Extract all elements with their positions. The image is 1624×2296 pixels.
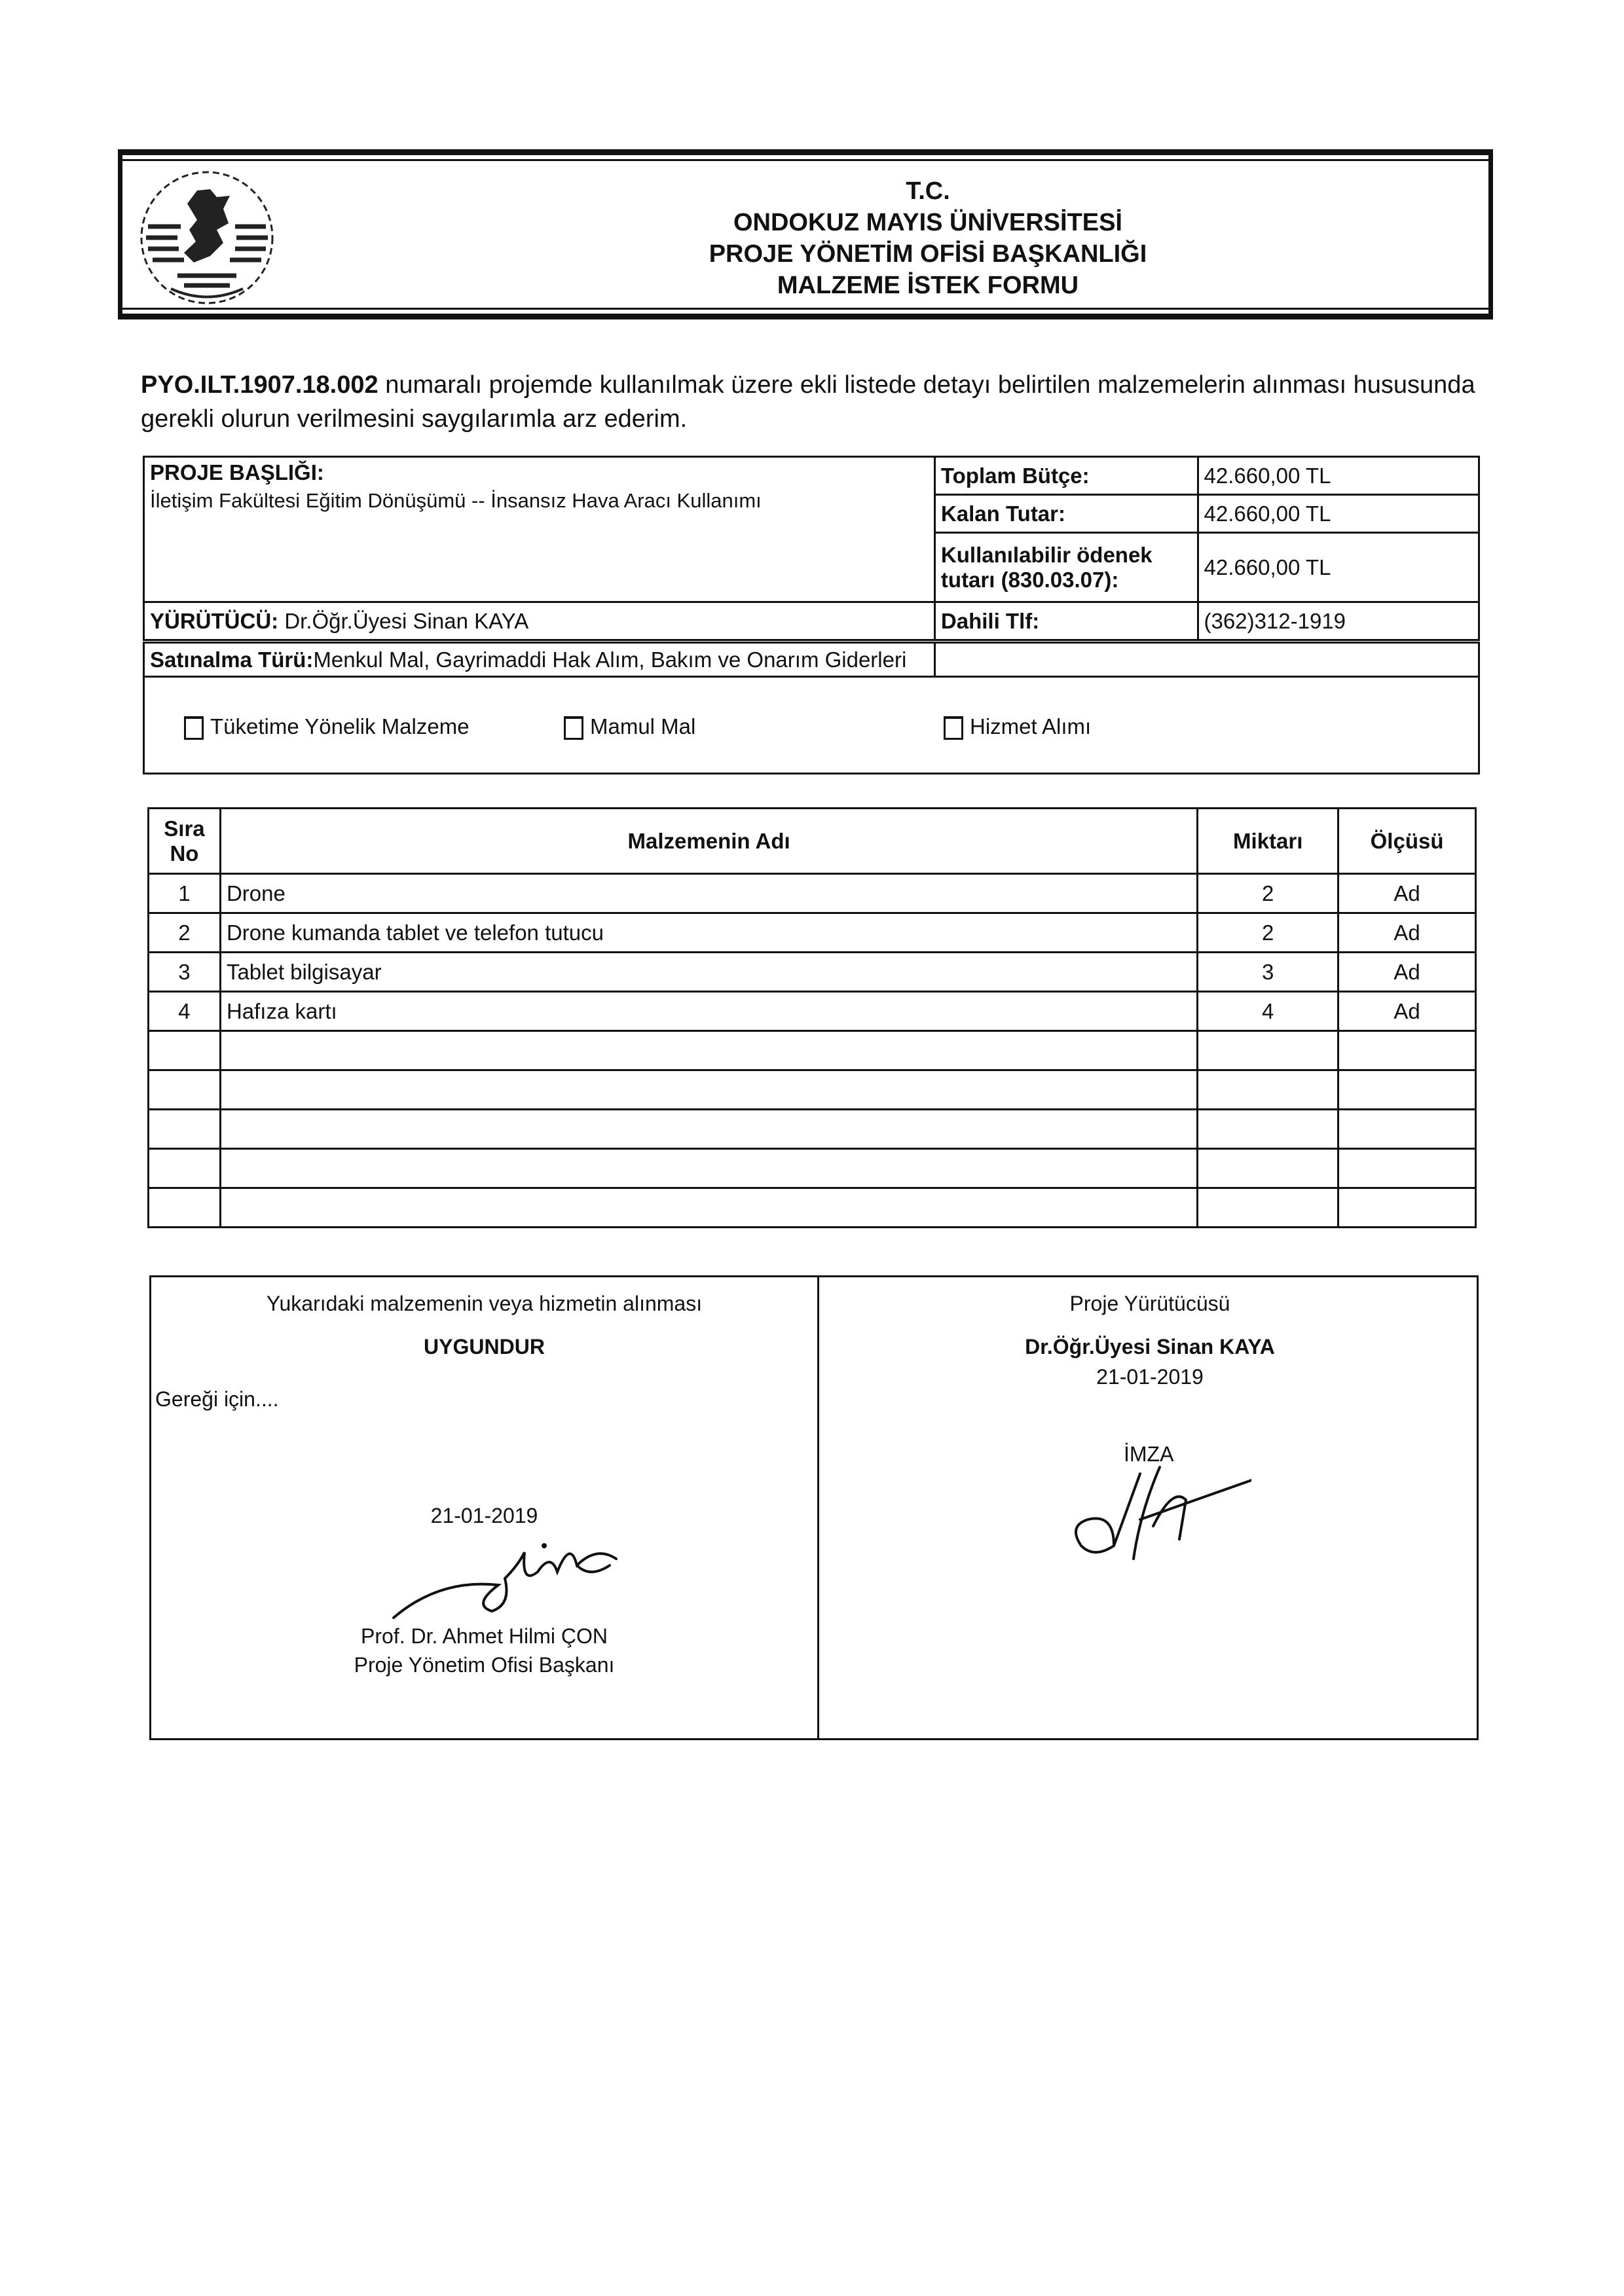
table-row bbox=[149, 953, 1476, 992]
col-header-qty: Miktarı bbox=[1198, 809, 1338, 874]
executor-name: Dr.Öğr.Üyesi Sinan KAYA bbox=[1025, 1335, 1275, 1358]
table-row bbox=[149, 913, 1476, 953]
project-title-cell bbox=[144, 457, 935, 602]
header-line-tc: T.C. bbox=[906, 177, 950, 205]
row-unit: Ad bbox=[1338, 992, 1476, 1031]
remaining-value: 42.660,00 TL bbox=[1198, 495, 1479, 533]
head-title: Proje Yönetim Ofisi Başkanı bbox=[354, 1653, 615, 1677]
row-qty: 4 bbox=[1198, 992, 1338, 1031]
row-name: Hafıza kartı bbox=[220, 992, 1197, 1031]
purchase-type-cell bbox=[144, 643, 935, 677]
option-service-label: Hizmet Alımı bbox=[970, 714, 1092, 738]
items-table bbox=[147, 807, 1477, 1228]
project-title-label: PROJE BAŞLIĞI: bbox=[150, 460, 324, 484]
row-qty: 2 bbox=[1198, 913, 1338, 953]
purchase-options-cell bbox=[144, 677, 1479, 774]
purchase-type-label: Satınalma Türü: bbox=[150, 647, 314, 672]
university-logo bbox=[132, 164, 282, 308]
empty-row bbox=[149, 1188, 1476, 1228]
option-consumables[interactable] bbox=[184, 714, 470, 740]
phone-value: (362)312-1919 bbox=[1198, 602, 1479, 640]
executor-value: Dr.Öğr.Üyesi Sinan KAYA bbox=[278, 608, 529, 633]
project-info-table bbox=[143, 456, 1480, 641]
phone-label: Dahili Tlf: bbox=[934, 602, 1198, 640]
header-rule-bottom bbox=[122, 308, 1488, 310]
approval-status: UYGUNDUR bbox=[424, 1335, 545, 1358]
executor-date: 21-01-2019 bbox=[1096, 1365, 1204, 1389]
col-header-no-1: Sıra bbox=[164, 816, 205, 841]
row-unit: Ad bbox=[1338, 874, 1476, 913]
row-no: 4 bbox=[149, 992, 221, 1031]
col-header-no bbox=[149, 809, 221, 874]
row-name: Drone kumanda tablet ve telefon tutucu bbox=[220, 913, 1197, 953]
approval-date: 21-01-2019 bbox=[430, 1504, 538, 1527]
intro-paragraph bbox=[141, 368, 1490, 436]
purchase-type-value: Menkul Mal, Gayrimaddi Hak Alım, Bakım ve Onarım Giderleri bbox=[313, 647, 907, 672]
col-header-unit: Ölçüsü bbox=[1338, 809, 1476, 874]
option-manufactured-goods[interactable] bbox=[564, 714, 695, 740]
approval-box bbox=[149, 1275, 1479, 1740]
intro-text-1: numaralı projemde kullanılmak üzere ekli listede detayı belirtilen malzemelerin alınması hususunda bbox=[378, 371, 1475, 399]
total-budget-label: Toplam Bütçe: bbox=[934, 457, 1198, 495]
project-title-value: İletişim Fakültesi Eğitim Dönüşümü -- İnsansız Hava Aracı Kullanımı bbox=[150, 489, 762, 512]
row-name: Drone bbox=[220, 874, 1197, 913]
executor-label: YÜRÜTÜCÜ: bbox=[150, 608, 279, 633]
empty-row bbox=[149, 1031, 1476, 1070]
row-unit: Ad bbox=[1338, 913, 1476, 953]
head-name: Prof. Dr. Ahmet Hilmi ÇON bbox=[361, 1624, 608, 1648]
available-label-line2: tutarı (830.03.07): bbox=[940, 567, 1119, 592]
option-service[interactable] bbox=[944, 714, 1091, 740]
intro-text-2: gerekli olurun verilmesini saygılarımla arz ederim. bbox=[141, 405, 688, 433]
empty-row bbox=[149, 1070, 1476, 1110]
header-office: PROJE YÖNETİM OFİSİ BAŞKANLIĞI bbox=[709, 240, 1147, 268]
row-no: 1 bbox=[149, 874, 221, 913]
remaining-label: Kalan Tutar: bbox=[934, 495, 1198, 533]
executor-cell bbox=[144, 602, 935, 640]
row-qty: 3 bbox=[1198, 953, 1338, 992]
table-row bbox=[149, 992, 1476, 1031]
row-unit: Ad bbox=[1338, 953, 1476, 992]
approval-statement: Yukarıdaki malzemenin veya hizmetin alınması bbox=[266, 1292, 703, 1315]
checkbox-icon[interactable] bbox=[184, 716, 204, 740]
row-qty: 2 bbox=[1198, 874, 1338, 913]
header-university: ONDOKUZ MAYIS ÜNİVERSİTESİ bbox=[733, 209, 1122, 236]
col-header-no-2: No bbox=[170, 841, 199, 866]
option-consumables-label: Tüketime Yönelik Malzeme bbox=[210, 714, 470, 738]
empty-row bbox=[149, 1110, 1476, 1149]
project-code: PYO.ILT.1907.18.002 bbox=[141, 371, 378, 399]
option-manufactured-label: Mamul Mal bbox=[590, 714, 696, 738]
checkbox-icon[interactable] bbox=[944, 716, 963, 740]
available-label-line1: Kullanılabilir ödenek bbox=[940, 542, 1153, 567]
row-no: 2 bbox=[149, 913, 221, 953]
header-rule-top bbox=[122, 159, 1488, 161]
table-row bbox=[149, 874, 1476, 913]
available-label bbox=[934, 533, 1198, 602]
row-no: 3 bbox=[149, 953, 221, 992]
executor-sign-label: İMZA bbox=[1124, 1442, 1174, 1466]
empty-row bbox=[149, 1149, 1476, 1188]
executor-role: Proje Yürütücüsü bbox=[1069, 1292, 1230, 1315]
form-header bbox=[118, 149, 1493, 319]
purchase-type-empty bbox=[935, 643, 1479, 677]
row-name: Tablet bilgisayar bbox=[220, 953, 1197, 992]
checkbox-icon[interactable] bbox=[564, 716, 583, 740]
approval-note: Gereği için.... bbox=[155, 1387, 279, 1411]
purchase-type-table bbox=[143, 642, 1480, 774]
col-header-name: Malzemenin Adı bbox=[220, 809, 1197, 874]
available-value: 42.660,00 TL bbox=[1198, 533, 1479, 602]
header-form-title: MALZEME İSTEK FORMU bbox=[777, 272, 1079, 299]
total-budget-value: 42.660,00 TL bbox=[1198, 457, 1479, 495]
